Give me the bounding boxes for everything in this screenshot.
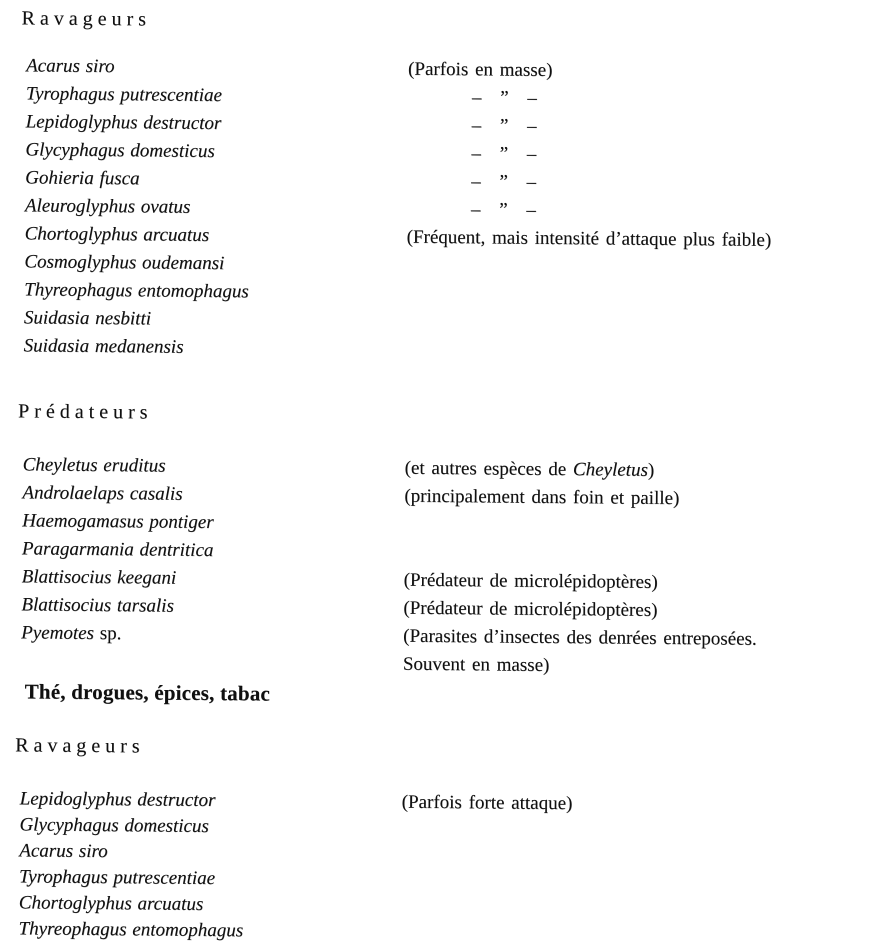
- annotation-line-1: (Parasites d’insectes des denrées entreposées.: [403, 625, 757, 650]
- section-heading-ravageurs-2: Ravageurs: [15, 734, 145, 758]
- species-name: Lepidoglyphus destructor: [19, 788, 216, 812]
- species-name: Suidasia medanensis: [23, 335, 184, 358]
- species-row: [16, 619, 876, 683]
- annotation: (Parfois en masse): [408, 58, 553, 81]
- species-list-ravageurs-2: [13, 786, 874, 946]
- annotation: (Parfois forte attaque): [401, 791, 573, 815]
- species-name: Gohieria fusca: [25, 167, 140, 190]
- species-name: Aleuroglyphus ovatus: [24, 195, 191, 218]
- species-name: Suidasia nesbitti: [23, 307, 152, 330]
- species-name: Tyrophagus putrescentiae: [18, 866, 216, 890]
- ditto-mark: – ” –: [471, 143, 541, 165]
- ditto-mark: – ” –: [471, 87, 541, 109]
- species-name: Glycyphagus domesticus: [25, 139, 215, 163]
- species-name: Acarus siro: [19, 840, 108, 863]
- species-name: Paragarmania dentritica: [21, 538, 214, 562]
- annotation-italic: Cheyletus: [572, 459, 649, 481]
- species-name: Acarus siro: [26, 55, 115, 78]
- section-heading-predateurs: Prédateurs: [18, 400, 153, 424]
- ditto-mark: – ” –: [471, 115, 541, 137]
- section-heading-ravageurs-1: Ravageurs: [21, 7, 152, 31]
- species-name: Thyreophagus entomophagus: [24, 279, 249, 303]
- category-heading: Thé, drogues, épices, tabac: [24, 679, 271, 706]
- species-name: Tyrophagus putrescentiae: [25, 83, 223, 107]
- species-name: Cheyletus eruditus: [22, 454, 166, 477]
- annotation-text: ): [647, 459, 655, 481]
- species-name: Blattisocius tarsalis: [21, 594, 175, 617]
- species-name: Haemogamasus pontiger: [22, 510, 214, 534]
- species-name: Lepidoglyphus destructor: [25, 111, 222, 135]
- annotation: (Prédateur de microlépidoptères): [403, 569, 658, 593]
- species-name: [21, 619, 403, 650]
- annotation: [403, 623, 876, 683]
- annotation: (Fréquent, mais intensité d’attaque plus faible): [406, 226, 772, 251]
- species-name: Androlaelaps casalis: [22, 482, 183, 505]
- species-suffix: sp.: [93, 622, 122, 645]
- species-name-italic: Pyemotes: [21, 622, 95, 644]
- species-name: Chortoglyphus arcuatus: [24, 223, 210, 246]
- ditto-mark: – ” –: [471, 171, 541, 193]
- species-name: Glycyphagus domesticus: [19, 814, 209, 838]
- annotation: (principalement dans foin et paille): [404, 485, 680, 510]
- annotation: (Prédateur de microlépidoptères): [403, 597, 658, 621]
- species-name: Chortoglyphus arcuatus: [18, 892, 204, 915]
- species-list-predateurs: [16, 451, 878, 682]
- species-name: Blattisocius keegani: [21, 566, 177, 589]
- species-name: Thyreophagus entomophagus: [18, 918, 244, 942]
- annotation: [405, 455, 878, 487]
- species-name: Cosmoglyphus oudemansi: [24, 251, 225, 275]
- annotation-line-2: Souvent en masse): [402, 653, 550, 676]
- species-list-ravageurs-1: [19, 52, 878, 367]
- annotation-text: (et autres espèces de: [404, 457, 574, 481]
- ditto-mark: – ” –: [470, 199, 540, 221]
